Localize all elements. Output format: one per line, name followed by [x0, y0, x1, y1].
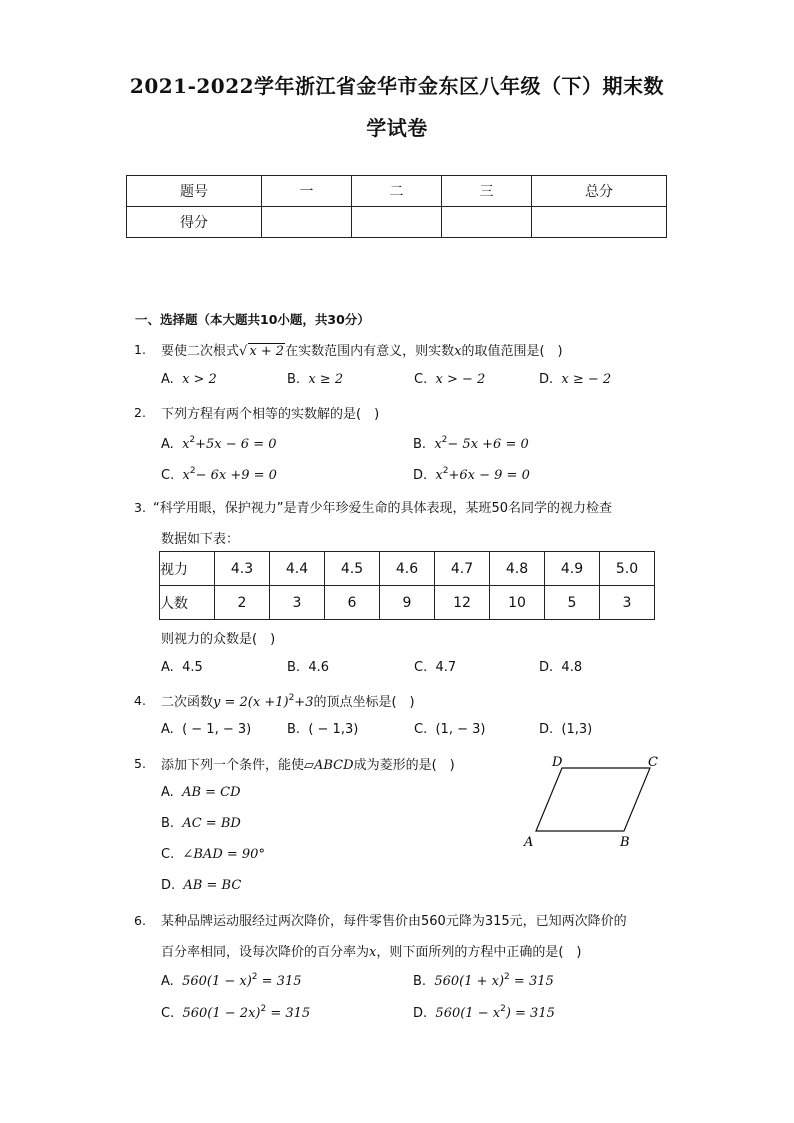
q6-option-a: A. $560(1 - x)^2 = 315$ — [161, 972, 302, 989]
score-header-cell: 三 — [442, 176, 532, 207]
count-cell: 12 — [435, 586, 490, 620]
section-heading: 一、选择题（本大题共10小题，共30分） — [135, 312, 370, 327]
score-cell — [532, 207, 667, 238]
q1-text-pre: 要使二次根式 — [161, 344, 240, 359]
score-row-label: 得分 — [127, 207, 262, 238]
parallelogram-figure — [520, 752, 670, 852]
q4-option-d: D. (1,3) — [539, 722, 593, 737]
question-1-stem — [161, 340, 563, 359]
question-3-ask: 则视力的众数是( ) — [161, 632, 276, 647]
parallelogram-shape — [536, 768, 650, 831]
q5-option-b: B. AC = BD — [161, 816, 241, 831]
score-header-cell: 题号 — [127, 176, 262, 207]
sqrt-symbol: √ — [239, 344, 248, 359]
q5-option-a: A. AB = CD — [161, 785, 241, 800]
vision-cell: 4.8 — [490, 552, 545, 586]
q4-option-a: A. ( − 1, − 3) — [161, 722, 252, 737]
question-6-line2: 百分率相同，设每次降价的百分率为x，则下面所列的方程中正确的是( ) — [161, 945, 582, 960]
question-number: 6. — [134, 913, 146, 928]
question-3-line2: 数据如下表： — [161, 532, 240, 547]
q1-text-post: 在实数范围内有意义，则实数 — [285, 344, 455, 359]
count-cell: 9 — [380, 586, 435, 620]
q3-option-c: C. 4.7 — [414, 660, 457, 675]
vertex-label-d: D — [552, 755, 563, 770]
exam-title-line1: 2021-2022学年浙江省金华市金东区八年级（下）期末数 — [129, 74, 665, 98]
question-number: 5. — [134, 756, 146, 771]
q5-option-c: C. ∠BAD = 90° — [161, 847, 265, 862]
q6-option-b: B. $560(1 + x)^2 = 315$ — [413, 972, 554, 989]
question-6-line1: 某种品牌运动服经过两次降价，每件零售价由560元降为315元，已知两次降价的 — [161, 914, 627, 929]
question-number: 4. — [134, 693, 146, 708]
q1-option-d: D. x ≥ − 2 — [539, 372, 612, 387]
question-4-stem: 二次函数$y = 2(x +1)^2+3$的顶点坐标是( ) — [161, 693, 415, 710]
q3-option-d: D. 4.8 — [539, 660, 583, 675]
vision-data-table — [159, 551, 655, 620]
q6-option-c: C. $560(1 - 2x)^2 = 315$ — [161, 1004, 311, 1021]
question-number: 3. — [134, 500, 146, 515]
score-cell — [442, 207, 532, 238]
score-table — [126, 175, 667, 238]
q1-option-a: A. x > 2 — [161, 372, 217, 387]
count-row-label: 人数 — [160, 586, 215, 620]
count-cell: 3 — [270, 586, 325, 620]
vertex-label-c: C — [648, 755, 658, 770]
question-5-stem: 添加下列一个条件，能使▱ABCD成为菱形的是( ) — [161, 758, 455, 773]
count-cell: 2 — [215, 586, 270, 620]
q1-variable: x — [454, 344, 462, 359]
score-cell — [262, 207, 352, 238]
question-number: 2. — [134, 405, 146, 420]
vision-cell: 4.5 — [325, 552, 380, 586]
count-cell: 10 — [490, 586, 545, 620]
vertex-label-b: B — [620, 835, 630, 850]
q2-option-a: A. $x^2+5x - 6 = 0$ — [161, 435, 277, 452]
q1-radicand: x + 2 — [249, 344, 285, 359]
count-cell: 6 — [325, 586, 380, 620]
q1-option-b: B. x ≥ 2 — [287, 372, 344, 387]
exam-title-line2: 学试卷 — [366, 116, 428, 140]
vision-cell: 4.9 — [545, 552, 600, 586]
q1-option-c: C. x > − 2 — [414, 372, 486, 387]
q3-option-a: A. 4.5 — [161, 660, 203, 675]
q6-option-d: D. $560(1 - x^2) = 315$ — [413, 1004, 555, 1021]
q2-option-c: C. $x^2- 6x +9 = 0$ — [161, 466, 277, 483]
vision-cell: 4.6 — [380, 552, 435, 586]
q2-option-b: B. $x^2- 5x +6 = 0$ — [413, 435, 529, 452]
score-header-cell: 总分 — [532, 176, 667, 207]
q4-option-b: B. ( − 1,3) — [287, 722, 359, 737]
question-2-stem: 下列方程有两个相等的实数解的是( ) — [161, 407, 380, 422]
vertex-label-a: A — [524, 835, 534, 850]
vision-cell: 4.7 — [435, 552, 490, 586]
question-3-line1: “科学用眼，保护视力”是青少年珍爱生命的具体表现，某班50名同学的视力检查 — [153, 501, 613, 516]
q5-option-d: D. AB = BC — [161, 878, 242, 893]
vision-cell: 4.4 — [270, 552, 325, 586]
q1-text-end: 的取值范围是( ) — [461, 344, 563, 359]
score-header-cell: 一 — [262, 176, 352, 207]
vision-row-label: 视力 — [160, 552, 215, 586]
score-cell — [352, 207, 442, 238]
q3-option-b: B. 4.6 — [287, 660, 330, 675]
question-number: 1. — [134, 342, 146, 357]
count-cell: 3 — [600, 586, 655, 620]
vision-cell: 5.0 — [600, 552, 655, 586]
count-cell: 5 — [545, 586, 600, 620]
vision-cell: 4.3 — [215, 552, 270, 586]
score-header-cell: 二 — [352, 176, 442, 207]
q2-option-d: D. $x^2+6x - 9 = 0$ — [413, 466, 530, 483]
q4-option-c: C. (1, − 3) — [414, 722, 486, 737]
